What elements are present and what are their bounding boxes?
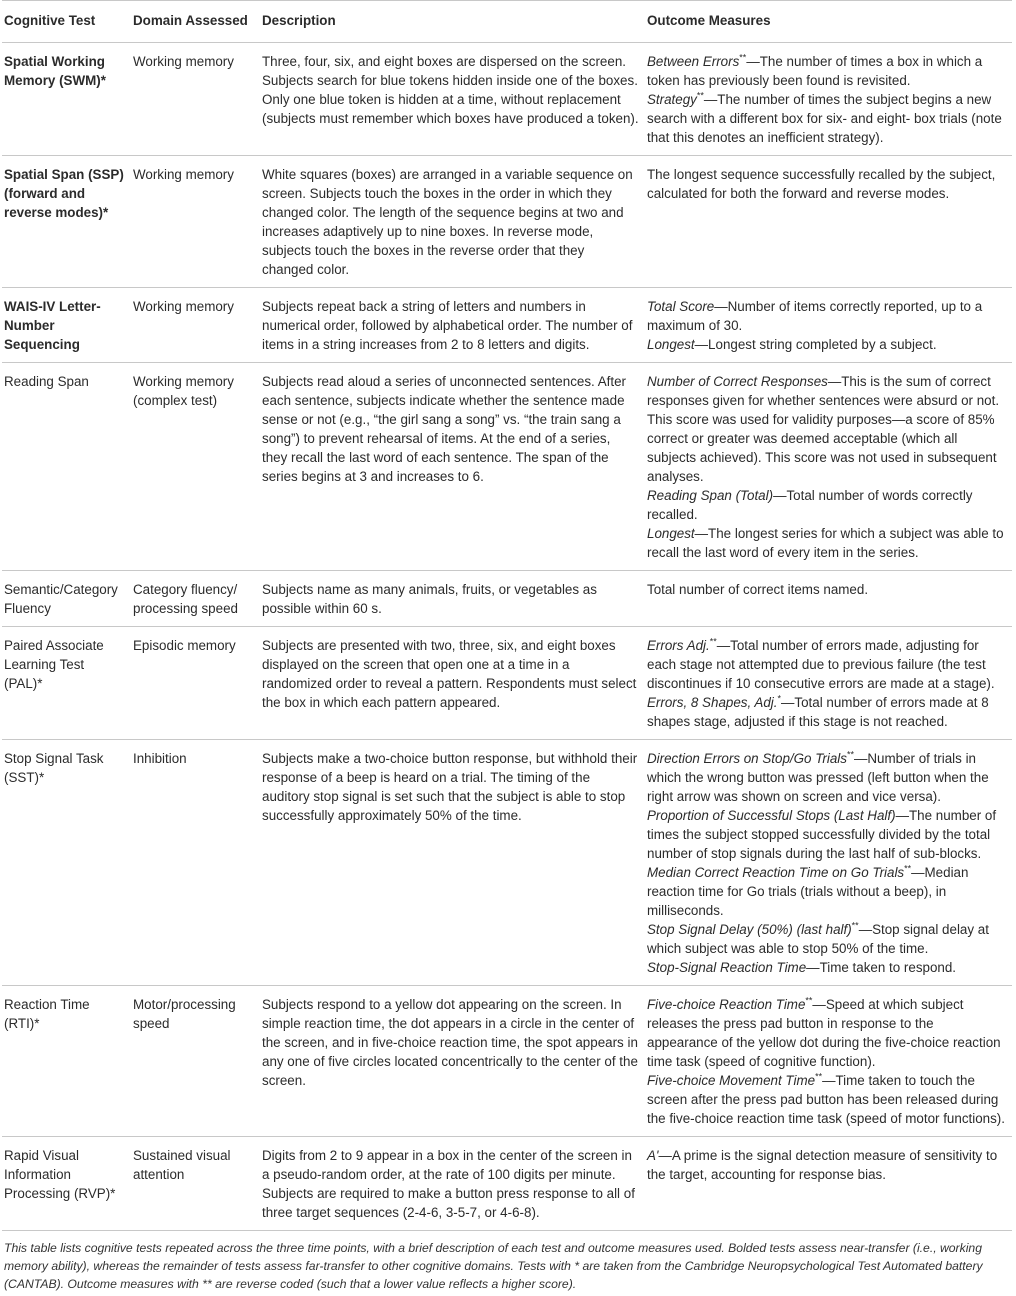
table-row [2,1137,1012,1231]
cell-description: Subjects name as many animals, fruits, or vegetables as possible within 60 s. [260,571,645,627]
cell-domain-assessed: Working memory [131,156,260,288]
cell-domain-assessed: Category fluency/ processing speed [131,571,260,627]
outcome-measure [647,995,1006,1071]
reverse-coded-mark: ** [739,52,747,63]
header-domain-assessed: Domain Assessed [131,1,260,43]
cell-outcome-measures [645,1137,1012,1231]
cell-description: Subjects make a two-choice button response, but withhold their response of a beep is heard on a trial. The timing of the auditory stop signal is set such that the subject is able to stop successfully approximately 50% of the time. [260,740,645,986]
cell-outcome-measures [645,627,1012,740]
measure-name: Strategy [647,92,697,107]
cell-cognitive-test: Spatial Working Memory (SWM)* [2,43,131,156]
cell-domain-assessed: Working memory [131,288,260,363]
cell-cognitive-test: WAIS-IV Letter-Number Sequencing [2,288,131,363]
outcome-measure [647,486,1006,524]
cognitive-tests-table [2,0,1012,1231]
measure-text: —The longest series for which a subject was able to recall the last word of every item in the series. [647,526,1004,560]
reverse-coded-mark: ** [851,920,859,931]
cell-cognitive-test: Stop Signal Task (SST)* [2,740,131,986]
measure-name: Errors Adj. [647,638,710,653]
measure-text: —Number of items correctly reported, up to a maximum of 30. [647,299,983,333]
reverse-coded-mark: ** [805,995,813,1006]
outcome-measure [647,863,1006,920]
reverse-coded-mark: ** [904,863,912,874]
cell-outcome-measures [645,986,1012,1137]
outcome-measure [647,806,1006,863]
measure-name: Five-choice Reaction Time [647,997,806,1012]
table-body [2,43,1012,1231]
table-row [2,627,1012,740]
outcome-measure [647,165,1006,203]
outcome-measure [647,524,1006,562]
measure-text: —The number of times the subject stopped successfully divided by the total number of stop signals during the last half of sub-blocks. [647,808,997,861]
cell-description: Subjects respond to a yellow dot appearing on the screen. In simple reaction time, the dot appears in a circle in the center of the screen, and in five-choice reaction time, the spot appears in any one of five circles located concentrically to the center of the screen. [260,986,645,1137]
measure-text: —Total number of words correctly recalled. [647,488,973,522]
cell-cognitive-test: Reaction Time (RTI)* [2,986,131,1137]
cell-domain-assessed: Working memory (complex test) [131,363,260,571]
measure-text: The longest sequence successfully recalled by the subject, calculated for both the forward and reverse modes. [647,167,996,201]
measure-text: —The number of times the subject begins a new search with a different box for six- and eight- box trials (note that this denotes an inefficient strategy). [647,92,1002,145]
measure-text: —The number of times a box in which a token has previously been found is revisited. [647,54,983,88]
outcome-measure [647,920,1006,958]
cell-cognitive-test: Reading Span [2,363,131,571]
cell-description: Digits from 2 to 9 appear in a box in the center of the screen in a pseudo-random order, at the rate of 100 digits per minute. Subjects are required to make a button press response to all of three target sequences (2-4-6, 3-5-7, or 4-6-8). [260,1137,645,1231]
table-row [2,571,1012,627]
outcome-measure [647,90,1006,147]
reverse-coded-mark: ** [709,636,717,647]
measure-text: —Total number of errors made at 8 shapes stage, adjusted if this stage is not reached. [647,695,989,729]
header-outcome-measures: Outcome Measures [645,1,1012,43]
cell-outcome-measures [645,740,1012,986]
measure-name: Proportion of Successful Stops (Last Half) [647,808,896,823]
measure-name: Longest [647,337,695,352]
measure-name: Total Score [647,299,715,314]
cell-outcome-measures [645,571,1012,627]
table-row [2,740,1012,986]
outcome-measure [647,580,1006,599]
cell-domain-assessed: Motor/processing speed [131,986,260,1137]
table-row [2,288,1012,363]
reverse-coded-mark: ** [815,1071,823,1082]
outcome-measure [647,1071,1006,1128]
outcome-measure [647,749,1006,806]
measure-text: —Speed at which subject releases the press pad button in response to the appearance of the yellow dot during the five-choice reaction time task (speed of cognitive function). [647,997,1001,1069]
measure-text: —Total number of errors made, adjusting for each stage not attempted due to previous failure (the test discontinues if 10 consecutive errors are made at a stage). [647,638,995,691]
measure-text: —Median reaction time for Go trials (trials without a beep), in milliseconds. [647,865,969,918]
outcome-measure [647,297,1006,335]
table-row [2,986,1012,1137]
table-row [2,363,1012,571]
outcome-measure [647,636,1006,693]
table-footnote: This table lists cognitive tests repeated across the three time points, with a brief description of each test and outcome measures used. Bolded tests assess near-transfer (i.e., working memory ability), whereas the remainder of tests assess far-transfer to other cognitive domains. Tests with * are taken from the Cambridge Neuropsychological Test Automated battery (CANTAB). Outcome measures with ** are reverse coded (such that a lower value reflects a higher score). [4,1241,983,1291]
outcome-measure [647,958,1006,977]
outcome-measure [647,693,1006,731]
cell-description: Subjects read aloud a series of unconnected sentences. After each sentence, subjects indicate whether the sentence made sense or not (e.g., “the girl sang a song” vs. “the train sang a song”) to prevent rehearsal of items. At the end of a series, they recall the last word of each sentence. The span of the series begins at 3 and increases to 6. [260,363,645,571]
cell-domain-assessed: Inhibition [131,740,260,986]
cell-outcome-measures [645,156,1012,288]
cell-outcome-measures [645,363,1012,571]
measure-name: Reading Span (Total) [647,488,774,503]
header-description: Description [260,1,645,43]
measure-name: Errors, 8 Shapes, Adj. [647,695,778,710]
cell-domain-assessed: Sustained visual attention [131,1137,260,1231]
measure-name: Between Errors [647,54,740,69]
cell-domain-assessed: Episodic memory [131,627,260,740]
measure-text: —Longest string completed by a subject. [694,337,937,352]
measure-text: —This is the sum of correct responses given for whether sentences were absurd or not. This score was used for validity purposes—a score of 85% correct or greater was deemed acceptable (which all subjects achieved). This score was not used in subsequent analyses. [647,374,1000,484]
table-row [2,43,1012,156]
outcome-measure [647,52,1006,90]
cell-description: Subjects repeat back a string of letters and numbers in numerical order, followed by alphabetical order. The number of items in a string increases from 2 to 8 letters and digits. [260,288,645,363]
outcome-measure [647,335,1006,354]
measure-text: —Time taken to respond. [806,960,957,975]
cell-cognitive-test: Semantic/Category Fluency [2,571,131,627]
measure-text: —Stop signal delay at which subject was able to stop 50% of the time. [647,922,989,956]
measure-text: —Number of trials in which the wrong button was pressed (left button when the right arrow was shown on screen and vice versa). [647,751,989,804]
cell-cognitive-test: Rapid Visual Information Processing (RVP)* [2,1137,131,1231]
measure-name: Five-choice Movement Time [647,1073,816,1088]
header-cognitive-test: Cognitive Test [2,1,131,43]
reverse-coded-mark: * [777,693,782,704]
cell-description: White squares (boxes) are arranged in a variable sequence on screen. Subjects touch the boxes in the order in which they changed color. The length of the sequence begins at two and increases adaptively up to nine boxes. In reverse mode, subjects touch the boxes in the reverse order that they changed color. [260,156,645,288]
outcome-measure [647,1146,1006,1184]
reverse-coded-mark: ** [696,90,704,101]
header-row [2,1,1012,43]
cell-domain-assessed: Working memory [131,43,260,156]
outcome-measure [647,372,1006,486]
measure-name: Median Correct Reaction Time on Go Trials [647,865,905,880]
cell-description: Subjects are presented with two, three, six, and eight boxes displayed on the screen that open one at a time in a randomized order to reveal a pattern. Respondents must select the box in which each pattern appeared. [260,627,645,740]
cell-outcome-measures [645,43,1012,156]
cell-cognitive-test: Spatial Span (SSP) (forward and reverse modes)* [2,156,131,288]
measure-name: Longest [647,526,695,541]
measure-name: Stop Signal Delay (50%) (last half) [647,922,852,937]
measure-name: Stop-Signal Reaction Time [647,960,807,975]
cell-outcome-measures [645,288,1012,363]
cell-description: Three, four, six, and eight boxes are dispersed on the screen. Subjects search for blue tokens hidden inside one of the boxes. Only one blue token is hidden at a time, without replacement (subjects must remember which boxes have produced a token). [260,43,645,156]
measure-text: Total number of correct items named. [647,582,869,597]
reverse-coded-mark: ** [846,749,854,760]
measure-text: —A prime is the signal detection measure of sensitivity to the target, accounting for response bias. [647,1148,998,1182]
cell-cognitive-test: Paired Associate Learning Test (PAL)* [2,627,131,740]
measure-name: Direction Errors on Stop/Go Trials [647,751,847,766]
table-row [2,156,1012,288]
measure-name: Number of Correct Responses [647,374,828,389]
measure-name: A' [647,1148,659,1163]
measure-text: —Time taken to touch the screen after the press pad button has been released during the five-choice reaction time task (speed of motor functions). [647,1073,1005,1126]
